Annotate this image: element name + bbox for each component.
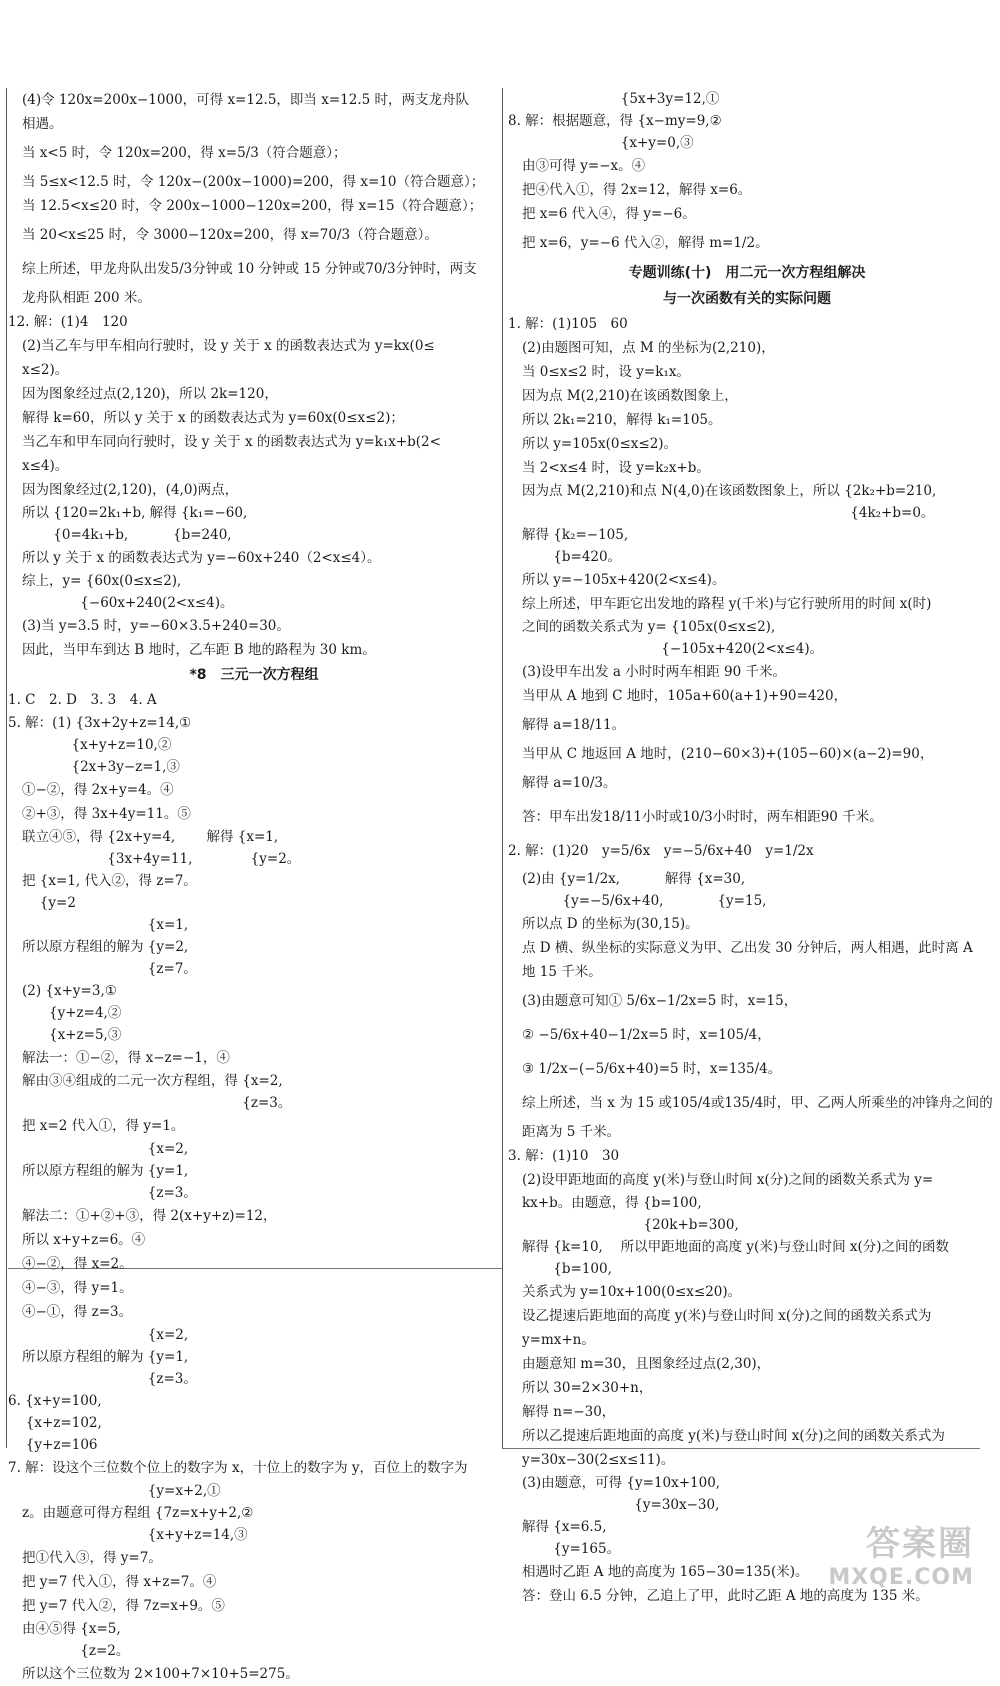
text-line: {20k+b=300, <box>522 1217 739 1233</box>
text-line: 8. 解：根据题意，得 {x−my=9,② <box>508 113 722 129</box>
column-divider <box>502 88 503 1448</box>
text-line: 当 5≤x<12.5 时，令 120x−(200x−1000)=200，得 x=10（符合题意）； <box>22 174 485 190</box>
left-margin-rule <box>6 88 7 1448</box>
text-line: {x+z=102, <box>8 1415 102 1431</box>
text-line: y=mx+n。 <box>522 1332 595 1348</box>
text-line: {b=100, <box>522 1261 612 1277</box>
text-line: 所以点 D 的坐标为(30,15)。 <box>522 916 699 932</box>
text-line: 地 15 千米。 <box>522 964 602 980</box>
watermark-logo: 答案圈 <box>866 1524 974 1564</box>
text-line: 所以 x+y+z=6。④ <box>22 1232 146 1248</box>
text-line: {b=420。 <box>522 549 622 565</box>
text-line: ④−③，得 y=1。 <box>22 1280 133 1296</box>
text-line: (2)由题图可知，点 M 的坐标为(2,210)， <box>522 340 775 356</box>
text-line: 12. 解：(1)4 120 <box>8 314 128 330</box>
text-line: ④−②，得 x=2。 <box>22 1256 133 1272</box>
text-line: 解得 a=10/3。 <box>522 775 617 791</box>
text-line: ①−②，得 2x+y=4。④ <box>22 782 174 798</box>
watermark-url: MXQE.COM <box>828 1565 974 1590</box>
text-line: z。由题意可得方程组 {7z=x+y+2,② <box>22 1505 254 1521</box>
text-line: 因为点 M(2,210)在该函数图象上， <box>522 388 738 404</box>
text-line: {y=−5/6x+40, {y=15, <box>522 893 767 909</box>
text-line: {y=x+2,① <box>22 1483 221 1499</box>
text-line: ②+③，得 3x+4y=11。⑤ <box>22 806 191 822</box>
text-line: 因此，当甲车到达 B 地时，乙车距 B 地的路程为 30 km。 <box>22 642 376 658</box>
text-line: {z=3。 <box>22 1185 197 1201</box>
text-line: 点 D 横、纵坐标的实际意义为甲、乙出发 30 分钟后，两人相遇，此时离 A <box>522 940 973 956</box>
text-line: {x+z=5,③ <box>22 1027 122 1043</box>
section-title: *8 三元一次方程组 <box>189 667 319 683</box>
text-line: {z=7。 <box>22 961 197 977</box>
text-line: 当甲从 C 地返回 A 地时，(210−60×3)+(105−60)×(a−2)=90， <box>522 746 934 762</box>
text-line: 解得 {k₂=−105, <box>522 527 629 543</box>
text-line: 解得 {x=6.5, <box>522 1519 607 1535</box>
text-line: 联立④⑤，得 {2x+y=4, 解得 {x=1, <box>22 829 279 845</box>
text-line: {2x+3y−z=1,③ <box>58 759 180 775</box>
text-line: 解法二：①+②+③，得 2(x+y+z)=12， <box>22 1208 277 1224</box>
text-line: 所以 2k₁=210，解得 k₁=105。 <box>522 412 722 428</box>
text-line: 当 2<x≤4 时，设 y=k₂x+b。 <box>522 460 710 476</box>
text-line: x≤4)。 <box>22 458 69 474</box>
text-line: {y=30x−30, <box>522 1497 720 1513</box>
text-line: {y+z=106 <box>8 1437 98 1453</box>
text-line: 所以 {120=2k₁+b, 解得 {k₁=−60, <box>22 505 248 521</box>
text-line: 所以原方程组的解为 {y=1, <box>22 1163 189 1179</box>
text-line: {x=2, <box>22 1141 189 1157</box>
text-line: (3)由题意可知① 5/6x−1/2x=5 时，x=15， <box>522 993 798 1009</box>
text-line: 所以 y=105x(0≤x≤2)。 <box>522 436 678 452</box>
text-line: 相遇。 <box>22 116 63 132</box>
text-line: 1. 解：(1)105 60 <box>508 316 628 332</box>
text-line: 距离为 5 千米。 <box>522 1124 621 1140</box>
text-line: (4)令 120x=200x−1000，可得 x=12.5，即当 x=12.5 时，两支龙舟队 <box>22 92 469 108</box>
text-line: x≤2)。 <box>22 362 69 378</box>
text-line: y=30x−30(2≤x≤11)。 <box>522 1452 675 1468</box>
text-line: 所以这个三位数为 2×100+7×10+5=275。 <box>22 1666 299 1682</box>
text-line: {3x+4y=11, {y=2。 <box>22 851 301 867</box>
text-line: ③ 1/2x−(−5/6x+40)=5 时，x=135/4。 <box>522 1061 782 1077</box>
text-line: 由题意知 m=30，且图象经过点(2,30)， <box>522 1356 771 1372</box>
text-line: 所以原方程组的解为 {y=2, <box>22 939 189 955</box>
text-line: 关系式为 y=10x+100(0≤x≤20)。 <box>522 1284 742 1300</box>
text-line: ② −5/6x+40−1/2x=5 时，x=105/4， <box>522 1027 771 1043</box>
text-line: 当 20<x≤25 时，令 3000−120x=200，得 x=70/3（符合题意）。 <box>22 227 438 243</box>
text-line: 把①代入③，得 y=7。 <box>22 1550 162 1566</box>
text-line: 把 x=6 代入④，得 y=−6。 <box>522 206 696 222</box>
text-line: {x+y+z=14,③ <box>22 1527 248 1543</box>
text-line: 3. 解：(1)10 30 <box>508 1148 620 1164</box>
text-line: {y+z=4,② <box>22 1005 122 1021</box>
text-line: 6. {x+y=100, <box>8 1393 102 1409</box>
section-title: 专题训练(十) 用二元一次方程组解决 <box>628 265 866 281</box>
text-line: 把 x=6，y=−6 代入②，解得 m=1/2。 <box>522 235 769 251</box>
text-line: 当乙车和甲车同向行驶时，设 y 关于 x 的函数表达式为 y=k₁x+b(2< <box>22 434 441 450</box>
section-title: 与一次函数有关的实际问题 <box>663 291 831 307</box>
text-line: 把④代入①，得 2x=12，解得 x=6。 <box>522 182 752 198</box>
text-line: 解得 n=−30， <box>522 1404 616 1420</box>
text-line: 把 y=7 代入①，得 x+z=7。④ <box>22 1574 217 1590</box>
text-line: 当 x<5 时，令 120x=200，得 x=5/3（符合题意）； <box>22 145 347 161</box>
text-line: 之间的函数关系式为 y= {105x(0≤x≤2), <box>522 619 776 635</box>
text-line: (3)设甲车出发 a 小时时两车相距 90 千米。 <box>522 664 787 680</box>
text-line: {x+y=0,③ <box>522 135 694 151</box>
text-line: 设乙提速后距地面的高度 y(米)与登山时间 x(分)之间的函数关系式为 <box>522 1308 932 1324</box>
text-line: 当甲从 A 地到 C 地时，105a+60(a+1)+90=420， <box>522 688 848 704</box>
text-line: 当 0≤x≤2 时，设 y=k₁x。 <box>522 364 690 380</box>
text-line: {z=3。 <box>22 1095 292 1111</box>
text-line: {y=165。 <box>522 1541 621 1557</box>
text-line: (2)当乙车与甲车相向行驶时，设 y 关于 x 的函数表达式为 y=kx(0≤ <box>22 338 435 354</box>
text-line: 解法一：①−②，得 x−z=−1，④ <box>22 1050 230 1066</box>
text-line: 综上所述，甲龙舟队出发5/3分钟或 10 分钟或 15 分钟或70/3分钟时，两支 <box>22 261 477 277</box>
text-line: 解得 k=60，所以 y 关于 x 的函数表达式为 y=60x(0≤x≤2)； <box>22 410 404 426</box>
text-line: 7. 解：设这个三位数个位上的数字为 x，十位上的数字为 y，百位上的数字为 <box>8 1460 468 1476</box>
text-line: 所以 30=2×30+n， <box>522 1380 653 1396</box>
text-line: (2)设甲距地面的高度 y(米)与登山时间 x(分)之间的函数关系式为 y= <box>522 1172 934 1188</box>
text-line: 综上，y= {60x(0≤x≤2), <box>22 573 182 589</box>
text-line: {x=2, <box>22 1327 189 1343</box>
site-watermark <box>828 1516 974 1590</box>
text-line: {z=2。 <box>22 1643 130 1659</box>
text-line: 答：甲车出发18/11小时或10/3小时时，两车相距90 千米。 <box>522 809 883 825</box>
text-line: kx+b。由题意，得 {b=100, <box>522 1195 702 1211</box>
text-line: 由③可得 y=−x。④ <box>522 158 646 174</box>
text-line: {z=3。 <box>22 1371 197 1387</box>
text-line: 相遇时乙距 A 地的高度为 165−30=135(米)。 <box>522 1564 809 1580</box>
left-column <box>8 88 500 1686</box>
text-line: (3)由题意，可得 {y=10x+100, <box>522 1475 721 1491</box>
text-line: 龙舟队相距 200 米。 <box>22 290 151 306</box>
text-line: 把 x=2 代入①，得 y=1。 <box>22 1118 185 1134</box>
text-line: 把 y=7 代入②，得 7z=x+9。⑤ <box>22 1598 225 1614</box>
text-line: {−60x+240(2<x≤4)。 <box>22 595 234 611</box>
text-line: {x=1, <box>22 917 189 933</box>
text-line: 1. C 2. D 3. 3 4. A <box>8 692 157 708</box>
text-line: {−105x+420(2<x≤4)。 <box>522 641 824 657</box>
text-line: 所以 y 关于 x 的函数表达式为 y=−60x+240（2<x≤4）。 <box>22 550 381 566</box>
text-line: 解得 a=18/11。 <box>522 717 626 733</box>
text-line: 解得 {k=10, 所以甲距地面的高度 y(米)与登山时间 x(分)之间的函数 <box>522 1239 950 1255</box>
text-line: {5x+3y=12,① <box>522 91 720 107</box>
text-line: 所以 y=−105x+420(2<x≤4)。 <box>522 572 726 588</box>
text-line: ④−①，得 z=3。 <box>22 1304 133 1320</box>
text-line: {4k₂+b=0。 <box>522 505 935 521</box>
text-line: {y=2 <box>22 895 76 911</box>
text-line: 因为图象经过(2,120)，(4,0)两点， <box>22 482 239 498</box>
text-line: 综上所述，甲车距它出发地的路程 y(千米)与它行驶所用的时间 x(时) <box>522 596 932 612</box>
text-line: 把 {x=1, 代入②，得 z=7。 <box>22 873 197 889</box>
text-line: 因为图象经过点(2,120)，所以 2k=120， <box>22 386 278 402</box>
text-line: 解由③④组成的二元一次方程组，得 {x=2, <box>22 1073 283 1089</box>
text-line: (2) {x+y=3,① <box>22 983 117 999</box>
text-line: (2)由 {y=1/2x, 解得 {x=30, <box>522 871 746 887</box>
text-line: 因为点 M(2,210)和点 N(4,0)在该函数图象上，所以 {2k₂+b=210, <box>522 483 937 499</box>
text-line: 当 12.5<x≤20 时，令 200x−1000−120x=200，得 x=15（符合题意）； <box>22 198 483 214</box>
text-line: 所以乙提速后距地面的高度 y(米)与登山时间 x(分)之间的函数关系式为 <box>522 1428 945 1444</box>
text-line: 所以原方程组的解为 {y=1, <box>22 1349 189 1365</box>
text-line: 综上所述，当 x 为 15 或105/4或135/4时，甲、乙两人所乘坐的冲锋舟之间的 <box>522 1095 993 1111</box>
text-line: 由④⑤得 {x=5, <box>22 1621 121 1637</box>
text-line: 5. 解：(1) {3x+2y+z=14,① <box>8 715 192 731</box>
text-line: {x+y+z=10,② <box>58 737 172 753</box>
right-column <box>508 88 993 1608</box>
text-line: 2. 解：(1)20 y=5/6x y=−5/6x+40 y=1/2x <box>508 843 814 859</box>
text-line: 答：登山 6.5 分钟，乙追上了甲，此时乙距 A 地的高度为 135 米。 <box>522 1588 929 1604</box>
text-line: {0=4k₁+b, {b=240, <box>22 527 232 543</box>
text-line: (3)当 y=3.5 时，y=−60×3.5+240=30。 <box>22 618 290 634</box>
